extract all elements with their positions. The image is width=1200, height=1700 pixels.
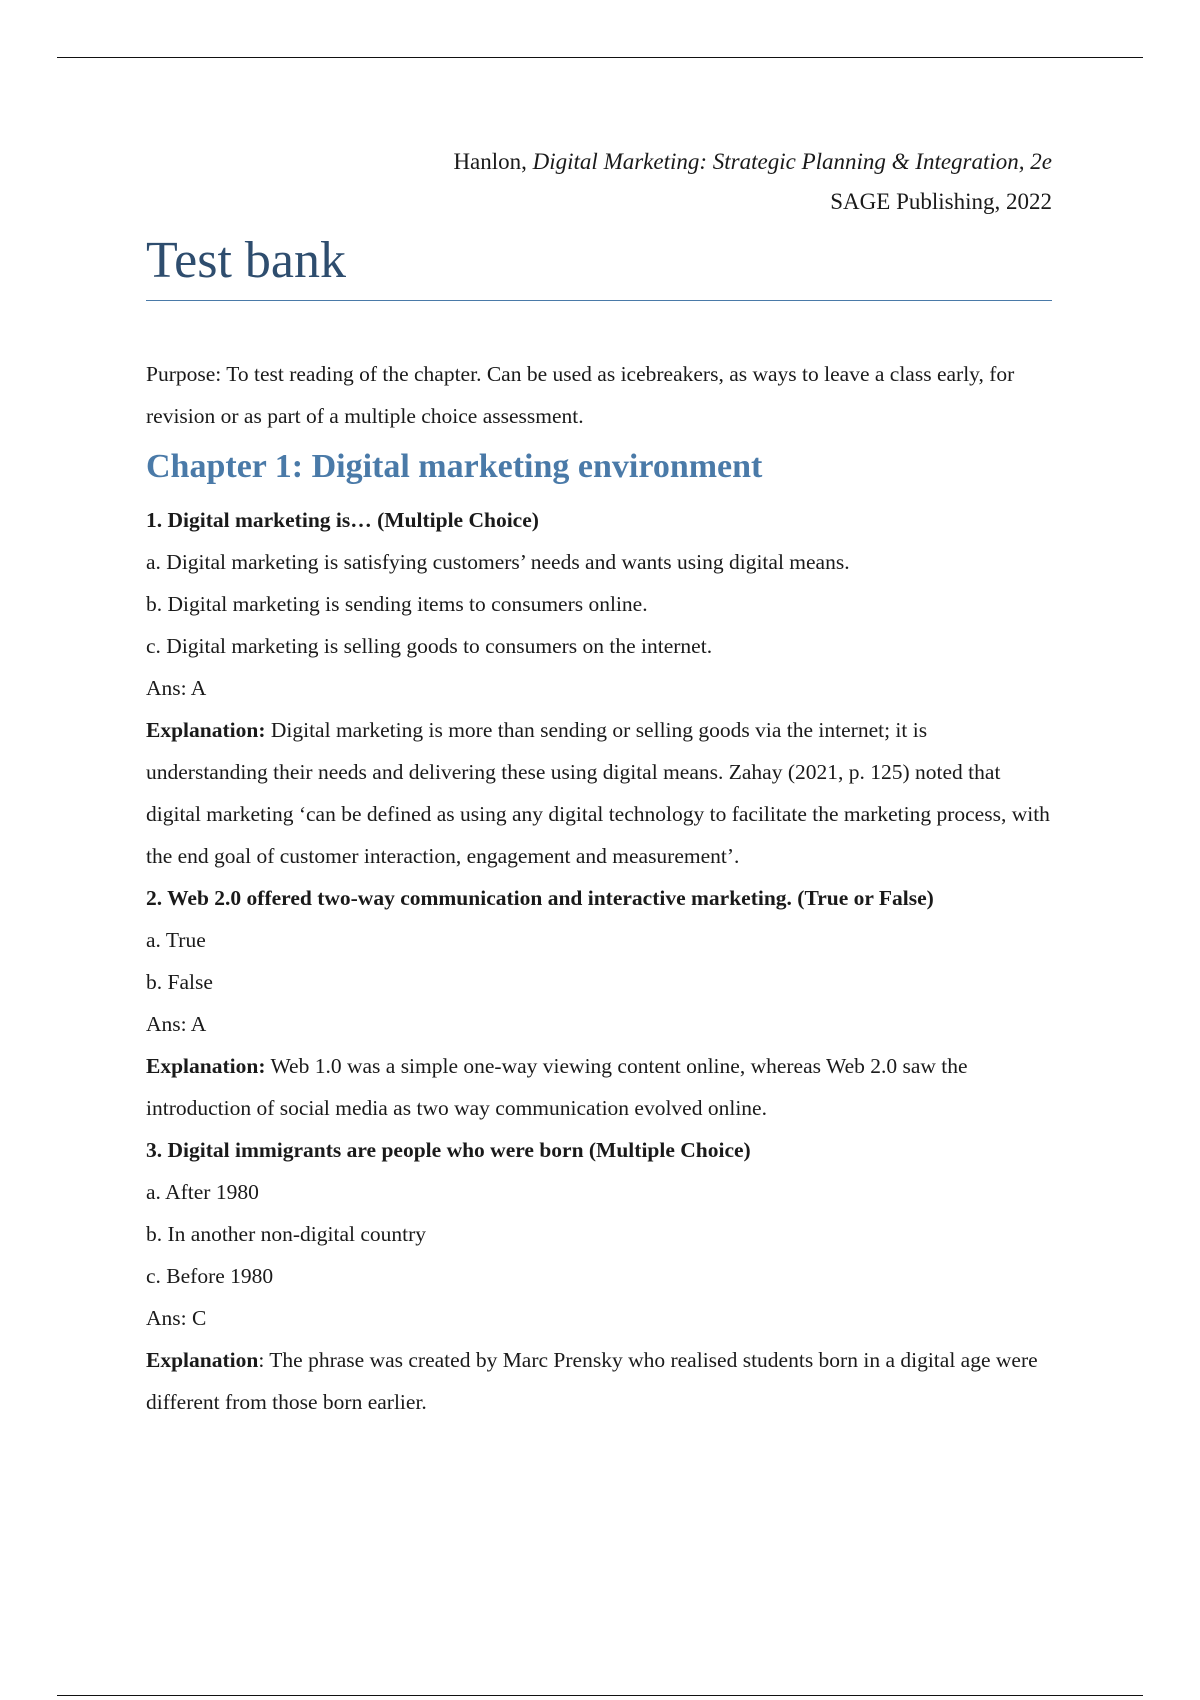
page-title: Test bank — [146, 230, 1052, 301]
question-title: 1. Digital marketing is… (Multiple Choice) — [146, 508, 539, 532]
answer-option: c. Before 1980 — [146, 1264, 274, 1288]
explanation-text: : The phrase was created by Marc Prensky who realised students born in a digital age were different from those born earlier. — [146, 1348, 1038, 1414]
answer-option: b. Digital marketing is sending items to consumers online. — [146, 592, 648, 616]
correct-answer: Ans: A — [146, 676, 207, 700]
answer-option: b. In another non-digital country — [146, 1222, 427, 1246]
bottom-page-rule — [57, 1695, 1143, 1696]
question-title: 3. Digital immigrants are people who were born (Multiple Choice) — [146, 1138, 751, 1162]
answer-option: c. Digital marketing is selling goods to consumers on the internet. — [146, 634, 713, 658]
answer-option: a. Digital marketing is satisfying customers’ needs and wants using digital means. — [146, 550, 850, 574]
document-body — [146, 353, 1052, 1423]
correct-answer: Ans: A — [146, 1012, 207, 1036]
document-header — [146, 142, 1052, 222]
book-citation — [146, 142, 1052, 182]
explanation — [146, 1339, 1052, 1423]
question-title: 2. Web 2.0 offered two-way communication and interactive marketing. (True or False) — [146, 886, 934, 910]
book-title: Digital Marketing: Strategic Planning & Integration, 2e — [532, 149, 1052, 174]
explanation-label: Explanation: — [146, 1054, 266, 1078]
chapter-heading: Chapter 1: Digital marketing environment — [146, 448, 763, 485]
explanation-text: Web 1.0 was a simple one-way viewing content online, whereas Web 2.0 saw the introduction of social media as two way communication evolved online. — [146, 1054, 968, 1120]
answer-option: a. True — [146, 928, 206, 952]
explanation — [146, 1045, 1052, 1129]
top-page-rule — [57, 57, 1143, 58]
question-block — [146, 877, 1052, 1129]
explanation-text: Digital marketing is more than sending or selling goods via the internet; it is understanding their needs and delivering these using digital means. Zahay (2021, p. 125) noted that digital marketing ‘can be defined as using any digital technology to facilitate the marketing process, with the end goal of customer interaction, engagement and measurement’. — [146, 718, 1050, 868]
explanation — [146, 709, 1052, 877]
explanation-label: Explanation — [146, 1348, 259, 1372]
question-block — [146, 499, 1052, 877]
explanation-label: Explanation: — [146, 718, 266, 742]
purpose-paragraph: Purpose: To test reading of the chapter. Can be used as icebreakers, as ways to leave a class early, for revision or as part of a multiple choice assessment. — [146, 362, 1015, 428]
correct-answer: Ans: C — [146, 1306, 207, 1330]
answer-option: b. False — [146, 970, 213, 994]
answer-option: a. After 1980 — [146, 1180, 259, 1204]
author-name: Hanlon, — [453, 149, 533, 174]
publisher-line: SAGE Publishing, 2022 — [830, 189, 1052, 214]
question-block — [146, 1129, 1052, 1423]
